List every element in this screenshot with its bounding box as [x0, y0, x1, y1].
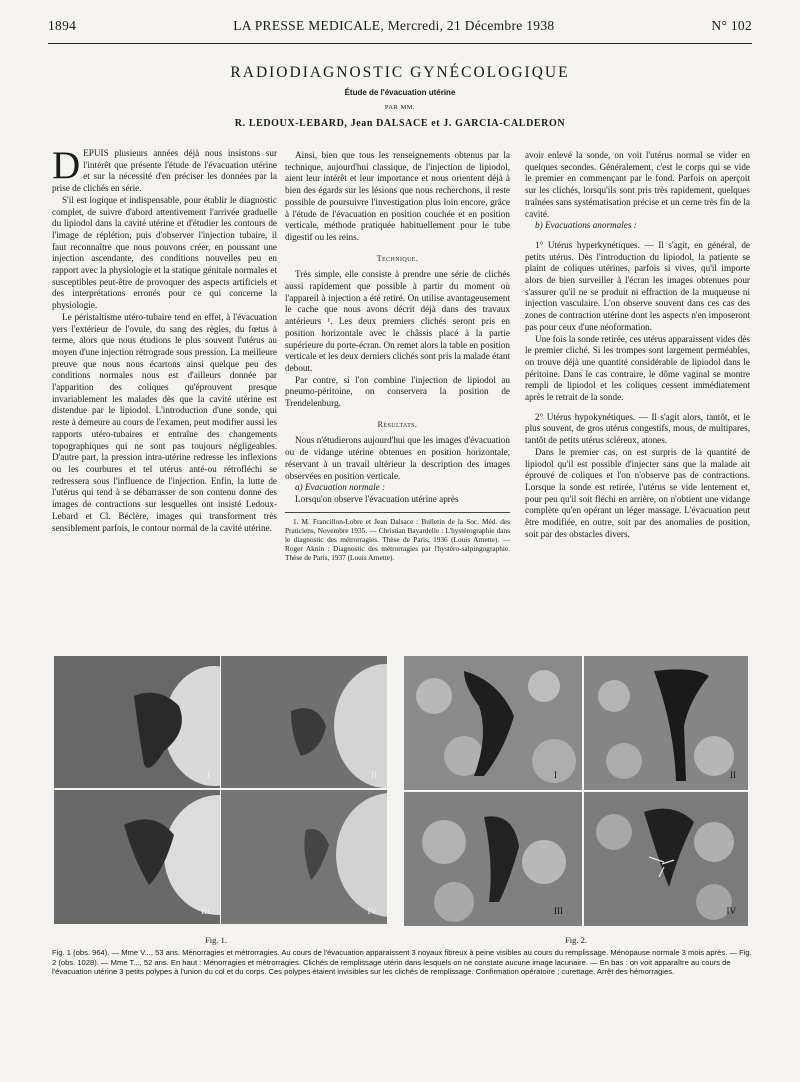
paragraph: a) Evacuation normale : [295, 482, 386, 493]
radiograph-fig1-panel-2 [221, 656, 387, 788]
radiograph-fig2-panel-4 [584, 792, 748, 926]
paragraph: Ainsi, bien que tous les renseignements obtenus par la technique, aujourd'hui classique, de l'injection de lipiodol, aient leur intérêt et leur importance et nous orientent déjà à bien des égards sur les lésions que nous recherchons, il reste possible de poursuivre l'investigation plus loin encore, grâce à l'étude de l'évacuation en position couchée et en position verticale, méthode pratiquée habituellement pour le tube digestif ou les reins. [285, 150, 510, 242]
radiograph-fig1-panel-3 [54, 790, 220, 924]
header-rule [48, 43, 752, 44]
radiograph-fig1-panel-4 [221, 790, 387, 924]
footnote [285, 512, 510, 562]
paragraph: Très simple, elle consiste à prendre une série de clichés aussi rapidement que possible à partir du moment où l'appareil à injection a été retiré. On utilise avantageusement le cache que nous avons décrit déjà dans des travaux antérieurs ¹. Les deux premiers clichés seront pris en position horizontale avec le châssis placé à la partie supérieure du porte-écran. On remet alors la table en position verticale et les deux derniers clichés sont pris la malade étant debout. [285, 269, 511, 373]
paragraph: 2° Utérus hypokynétiques. — Il s'agit alors, tantôt, et le plus souvent, de gros utérus congestifs, mous, de multipares, tantôt de petits utérus scléreux, atones. [525, 411, 750, 446]
paragraph: EPUIS plusieurs années déjà nous insistons sur l'intérêt que présente l'étude de l'évacuation utérine et sur la nécessité d'en préciser les données par la prise de clichés en série. [52, 148, 277, 194]
paragraph: Le péristaltisme utéro-tubaire tend en effet, à l'évacuation vers l'extérieur de l'ovule, du sang des règles, du fœtus à terme, alors que nous étudions le plus souvent l'utérus au moyen d'une injection rétrograde sous pression. La meilleure preuve que nous nous écartons ainsi quelque peu des conditions normales nous est d'ailleurs donnée par l'apparition des coliques qu'éprouvent presque invariablement les malades dès que la cavité utérine est distendue par le lipiodol. L'introduction d'une sonde, qui reste à demeure au cours de l'examen, peut modifier aussi les rapports utéro-tubaires et entraîne des changements topographiques qui ne sont pas toujours négligeables. D'autre part, la pression intra-utérine redresse les inflexions ou les courbures et tel utérus anté-ou rétrofléchi se redressera sous l'influence de l'injection. Enfin, la lutte de l'utérus qui tend à se débarrasser de son contenu donne des images de contractions sur lesquelles ont insisté Ledoux-Lebard et Cl. Béclère, images qui transforment très sensiblement parfois, le contour normal de la cavité utérine. [52, 311, 277, 533]
radiograph-fig1-panel-1 [54, 656, 220, 788]
page-number: 1894 [48, 18, 77, 33]
figure-1-label: Fig. 1. [205, 935, 227, 945]
column-2 [285, 150, 510, 562]
issue-number: N° 102 [711, 18, 752, 33]
section-heading-resultats: Résultats. [377, 419, 418, 429]
paragraph: S'il est logique et indispensable, pour établir le diagnostic complet, de suivre d'abord attentivement l'arrivée graduelle du lipiodol dans la cavité utérine et d'étudier les contours de l'image de réplétion, puis d'observer l'injection tubaire, il faut reconnaître que nous pouvons créer, en poussant une injection ascendante, des conditions nouvelles peu en rapport avec la physiologie et la statique génitale normales et susceptibles peut-être de provoquer des aspects artificiels et des interprétations erronés pour ce qui concerne la physiologie. [52, 194, 277, 311]
panel-numeral: IV [726, 906, 736, 916]
panel-numeral: II [371, 770, 377, 780]
journal-line: LA PRESSE MEDICALE, Mercredi, 21 Décembre 1938 [233, 18, 555, 33]
by-line: PAR MM. [384, 104, 416, 111]
radiograph-fig2-panel-2 [584, 656, 748, 790]
panel-numeral: I [554, 770, 557, 780]
running-header [48, 18, 752, 40]
radiograph-fig2-panel-1 [404, 656, 582, 790]
column-3 [525, 150, 750, 541]
figure-2-label: Fig. 2. [565, 935, 587, 945]
footnote-text: 1. M. Francillon-Lobre et Jean Dalsace : Bulletin de la Soc. Méd. des Praticiens, Novembre 1935. — Christian Bayardelle : L'hystérographie dans le diagnostic des métrorragies. Thèse de Paris, 1936 (Louis Arnette). — Roger Aknin : Diagnostic des métrorragies par l'hystéro-salpingographie. Thèse de Paris, 1937 (Louis Arnette). [285, 516, 510, 562]
paragraph: Par contre, si l'on combine l'injection de lipiodol au pneumo-péritoine, on conservera la position de Trendelenburg. [285, 374, 510, 409]
column-1 [52, 144, 277, 534]
figure-caption: Fig. 1 (obs. 964). — Mme V..., 53 ans. Ménorragies et métrorragies. Au cours de l'évacuation apparaissent 3 noyaux fibreux à peine visibles au cours du remplissage. Ménopause normale 3 mois après. — Fig. 2 (obs. 1028). — Mme T..., 52 ans. En haut : Ménorragies et métrorragies. Clichés de remplissage utérin dans lesquels on ne constate aucune image lacunaire. — En bas : on voit apparaître au cours de l'évacuation utérine 3 petits polypes à l'union du col et du corps. Ces polypes étaient invisibles sur les clichés de remplissage. Confirmation opératoire ; curettage. Arrêt des hémorragies. [52, 948, 752, 977]
paragraph: 1° Utérus hyperkynétiques. — Il s'agit, en général, de petits utérus. Dès l'introduction du lipiodol, la patiente se plaint de coliques utérines, parfois si vives, qu'il importe alors de bien surveiller à l'écran les images obtenues pour s'assurer qu'il ne se produit ni effraction de la muqueuse ni injection vasculaire. L'on observe souvent dans ces cas des zones de contraction utérine dont les aspects n'en imposeront pas pour ceux d'une néoformation. [525, 239, 750, 332]
paragraph: Dans le premier cas, on est surpris de la quantité de lipiodol qu'il est possible d'injecter sans que la malade ait éprouvé de coliques et l'on n'observe pas de contractions. Lorsque la sonde est retirée, l'utérus se vide lentement et, pour peu qu'il soit fléchi en arrière, on n'obtient une vidange complète qu'en opérant un léger massage. L'évacuation peut être modifiée, en outre, soit par des anomalies de position, soit par des obstacles divers. [525, 446, 750, 539]
panel-numeral: III [201, 906, 210, 916]
article-subtitle: Étude de l'évacuation utérine [344, 88, 456, 97]
article-title: RADIODIAGNOSTIC GYNÉCOLOGIQUE [230, 64, 570, 81]
authors: R. LEDOUX-LEBARD, Jean DALSACE et J. GARCIA-CALDERON [234, 118, 566, 129]
paragraph: avoir enlevé la sonde, on voit l'utérus normal se vider en quelques secondes. Généralement, c'est le corps qui se vide le premier en commençant par le fond. Parfois on aperçoit sur les clichés, lorsqu'ils sont pris très rapidement, quelques traînées sans systématisation précise et un cerne très fin de la cavité. [525, 150, 750, 219]
drop-cap: D [52, 144, 81, 187]
panel-numeral: II [730, 770, 736, 780]
panel-numeral: I [207, 770, 210, 780]
paragraph: Une fois la sonde retirée, ces utérus apparaissent vides dès le premier cliché. Si les trompes sont largement perméables, on trouve déjà une quantité considérable de lipiodol dans le péritoine. Dans le cas contraire, le dôme vaginal se montre rempli de lipiodol et les coliques cessent immédiatement après le retrait de la sonde. [525, 333, 750, 403]
panel-numeral: III [554, 906, 563, 916]
radiograph-fig2-panel-3 [404, 792, 582, 926]
panel-numeral: IV [367, 906, 377, 916]
section-heading-technique: Technique. [376, 253, 419, 263]
paragraph: b) Evacuations anormales : [535, 220, 637, 231]
paragraph: Nous n'étudierons aujourd'hui que les images d'évacuation ou de vidange utérine obtenues en position horizontale, réservant à un travail ultérieur la description des images observées en position verticale. [285, 435, 510, 481]
paragraph: Lorsqu'on observe l'évacuation utérine après [295, 493, 459, 504]
